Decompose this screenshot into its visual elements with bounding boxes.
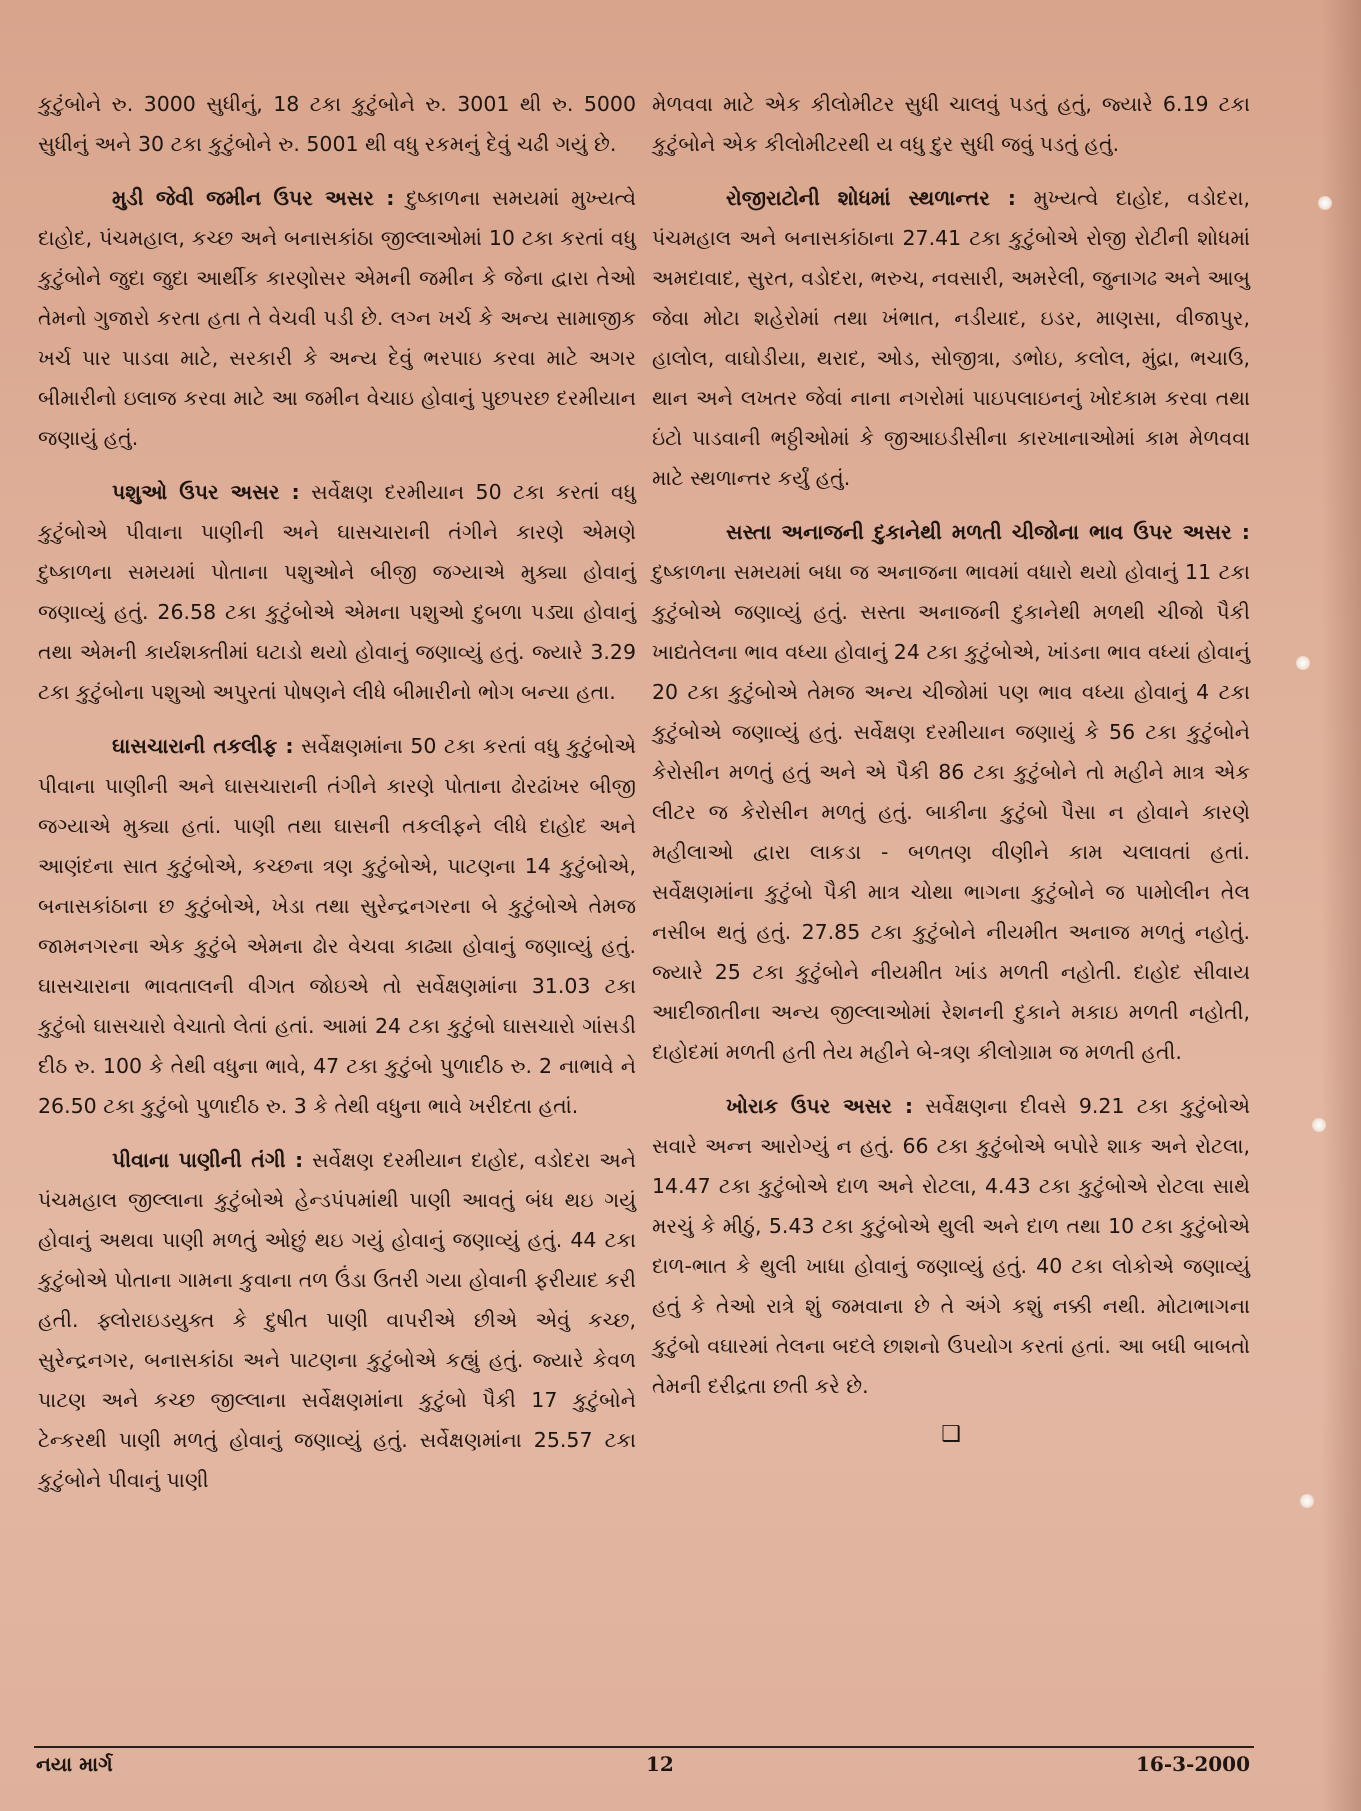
paragraph <box>38 1140 636 1500</box>
paragraph-text: સર્વેક્ષણ દરમીયાન દાહોદ, વડોદરા અને પંચમહાલ જીલ્લાના કુટુંબોએ હેન્ડપંપમાંથી પાણી આવતું બંધ થઇ ગયું હોવાનું અથવા પાણી મળતું ઓછું થઇ ગયું હોવાનું જણાવ્યું હતું. 44 ટકા કુટુંબોએ પોતાના ગામના કુવાના તળ ઉંડા ઉતરી ગયા હોવાની ફરીયાદ કરી હતી. ફ્લોરાઇડયુક્ત કે દુષીત પાણી વાપરીએ છીએ એવું કચ્છ, સુરેન્દ્રનગર, બનાસકાંઠા અને પાટણના કુટુંબોએ કહ્યું હતું. જ્યારે કેવળ પાટણ અને કચ્છ જીલ્લાના સર્વેક્ષણમાંના કુટુંબો પૈકી 17 કુટુંબોને ટેન્કરથી પાણી મળતું હોવાનું જણાવ્યું હતું. સર્વેક્ષણમાંના 25.57 ટકા કુટુંબોને પીવાનું પાણી <box>38 1148 636 1492</box>
paragraph-text: કુટુંબોને રુ. 3000 સુધીનું, 18 ટકા કુટુંબોને રુ. 3001 થી રુ. 5000 સુધીનું અને 30 ટકા કુટુંબોને રુ. 5001 થી વધુ રકમનું દેવું ચઢી ગયું છે. <box>38 92 636 156</box>
section-heading: સસ્તા અનાજની દુકાનેથી મળતી ચીજોના ભાવ ઉપર અસર : <box>726 520 1250 544</box>
paragraph <box>38 84 636 164</box>
paragraph <box>38 472 636 712</box>
paragraph-text: સર્વેક્ષણ દરમીયાન 50 ટકા કરતાં વધુ કુટુંબોએ પીવાના પાણીની અને ઘાસચારાની તંગીને કારણે એમણે દુષ્કાળના સમયમાં પોતાના પશુઓને બીજી જગ્યાએ મુક્યા હોવાનું જણાવ્યું હતું. 26.58 ટકા કુટુંબોએ એમના પશુઓ દુબળા પડ્યા હોવાનું તથા એમની કાર્યશક્તીમાં ઘટાડો થયો હોવાનું જણાવ્યું હતું. જ્યારે 3.29 ટકા કુટુંબોના પશુઓ અપુરતાં પોષણને લીધે બીમારીનો ભોગ બન્યા હતા. <box>38 480 637 704</box>
right-column <box>652 84 1250 1450</box>
section-heading: ખોરાક ઉપર અસર : <box>726 1094 914 1118</box>
left-column <box>38 84 636 1514</box>
paragraph-text: મેળવવા માટે એક કીલોમીટર સુધી ચાલવું પડતું હતું, જ્યારે 6.19 ટકા કુટુંબોને એક કીલોમીટરથી ય વધુ દુર સુધી જવું પડતું હતું. <box>652 92 1250 156</box>
section-heading: મુડી જેવી જમીન ઉપર અસર : <box>112 186 395 210</box>
page-damage-spot <box>1312 1118 1326 1132</box>
footer-divider <box>34 1746 1254 1748</box>
paragraph-text: દુષ્કાળના સમયમાં મુખ્યત્વે દાહોદ, પંચમહાલ, કચ્છ અને બનાસકાંઠા જીલ્લાઓમાં 10 ટકા કરતાં વધુ કુટુંબોને જુદા જુદા આર્થીક કારણોસર એમની જમીન કે જેના દ્વારા તેઓ તેમનો ગુજારો કરતા હતા તે વેચવી પડી છે. લગ્ન ખર્ચ કે અન્ય સામાજીક ખર્ચ પાર પાડવા માટે, સરકારી કે અન્ય દેવું ભરપાઇ કરવા માટે અગર બીમારીનો ઇલાજ કરવા માટે આ જમીન વેચાઇ હોવાનું પુછપરછ દરમીયાન જણાયું હતું. <box>38 186 637 450</box>
paragraph <box>652 178 1250 498</box>
paragraph-text: મુખ્યત્વે દાહોદ, વડોદરા, પંચમહાલ અને બનાસકાંઠાના 27.41 ટકા કુટુંબોએ રોજી રોટીની શોધમાં અમદાવાદ, સુરત, વડોદરા, ભરુચ, નવસારી, અમરેલી, જુનાગઢ અને આબુ જેવા મોટા શહેરોમાં તથા ખંભાત, નડીયાદ, ઇડર, માણસા, વીજાપુર, હાલોલ, વાઘોડીયા, થરાદ, ઓડ, સોજીત્રા, ડભોઇ, કલોલ, મુંદ્રા, ભચાઉ, થાન અને લખતર જેવાં નાના નગરોમાં પાઇપલાઇનનું ખોદકામ કરવા તથા ઇંટો પાડવાની ભઠ્ઠીઓમાં કે જીઆઇડીસીના કારખાનાઓમાં કામ મેળવવા માટે સ્થળાન્તર કર્યું હતું. <box>652 186 1250 490</box>
issue-date: 16-3-2000 <box>1135 1752 1250 1776</box>
section-heading: રોજીરાટોની શોધમાં સ્થળાન્તર : <box>726 186 1017 210</box>
page-damage-spot <box>1296 656 1310 670</box>
end-of-article-mark: ❑ <box>941 1422 961 1447</box>
paragraph <box>652 84 1250 164</box>
section-heading: ઘાસચારાની તકલીફ : <box>112 734 294 758</box>
page-number: 12 <box>646 1752 674 1776</box>
page-damage-spot <box>1318 196 1332 210</box>
paragraph <box>38 178 636 458</box>
page-footer <box>34 1752 1254 1786</box>
paragraph <box>652 1086 1250 1406</box>
paragraph-text: સર્વેક્ષણના દીવસે 9.21 ટકા કુટુંબોએ સવારે અન્ન આરોગ્યું ન હતું. 66 ટકા કુટુંબોએ બપોરે શાક અને રોટલા, 14.47 ટકા કુટુંબોએ દાળ અને રોટલા, 4.43 ટકા કુટુંબોએ રોટલા સાથે મરચું કે મીઠું, 5.43 ટકા કુટુંબોએ થુલી અને દાળ તથા 10 ટકા કુટુંબોએ દાળ-ભાત કે થુલી ખાધા હોવાનું જણાવ્યું હતું. 40 ટકા લોકોએ જણાવ્યું હતું કે તેઓ રાત્રે શું જમવાના છે તે અંગે કશું નક્કી નથી. મોટાભાગના કુટુંબો વઘારમાં તેલના બદલે છાશનો ઉપયોગ કરતાં હતાં. આ બધી બાબતો તેમની દરીદ્રતા છતી કરે છે. <box>652 1094 1250 1398</box>
paragraph <box>652 512 1250 1072</box>
publication-name: નયા માર્ગ <box>36 1752 113 1776</box>
paragraph-text: સર્વેક્ષણમાંના 50 ટકા કરતાં વધુ કુટુંબોએ પીવાના પાણીની અને ઘાસચારાની તંગીને કારણે પોતાના ઢોરઢાંખર બીજી જગ્યાએ મુક્યા હતાં. પાણી તથા ઘાસની તકલીફને લીધે દાહોદ અને આણંદના સાત કુટુંબોએ, કચ્છના ત્રણ કુટુંબોએ, પાટણના 14 કુટુંબોએ, બનાસકાંઠાના છ કુટુંબોએ, ખેડા તથા સુરેન્દ્રનગરના બે કુટુંબોએ તેમજ જામનગરના એક કુટુંબે એમના ઢોર વેચવા કાઢ્યા હોવાનું જણાવ્યું હતું. ઘાસચારાના ભાવતાલની વીગત જોઇએ તો સર્વેક્ષણમાંના 31.03 ટકા કુટુંબો ઘાસચારો વેચાતો લેતાં હતાં. આમાં 24 ટકા કુટુંબો ઘાસચારો ગાંસડી દીઠ રુ. 100 કે તેથી વધુના ભાવે, 47 ટકા કુટુંબો પુળાદીઠ રુ. 2 નાભાવે ને 26.50 ટકા કુટુંબો પુળાદીઠ રુ. 3 કે તેથી વધુના ભાવે ખરીદતા હતાં. <box>38 734 636 1118</box>
page-edge-shadow <box>1321 0 1361 1811</box>
page-damage-spot <box>1300 1494 1314 1508</box>
paragraph <box>38 726 636 1126</box>
section-heading: પશુઓ ઉપર અસર : <box>112 480 300 504</box>
section-heading: પીવાના પાણીની તંગી : <box>112 1148 304 1172</box>
paragraph-text: દુષ્કાળના સમયમાં બધા જ અનાજના ભાવમાં વધારો થયો હોવાનું 11 ટકા કુટુંબોએ જણાવ્યું હતું. સસ્તા અનાજની દુકાનેથી મળથી ચીજો પૈકી ખાદ્યતેલના ભાવ વધ્યા હોવાનું 24 ટકા કુટુંબોએ, ખાંડના ભાવ વધ્યાં હોવાનું 20 ટકા કુટુંબોએ તેમજ અન્ય ચીજોમાં પણ ભાવ વધ્યા હોવાનું 4 ટકા કુટુંબોએ જણાવ્યું હતું. સર્વેક્ષણ દરમીયાન જણાયું કે 56 ટકા કુટુંબોને કેરોસીન મળતું હતું અને એ પૈકી 86 ટકા કુટુંબોને તો મહીને માત્ર એક લીટર જ કેરોસીન મળતું હતું. બાકીના કુટુંબો પૈસા ન હોવાને કારણે મહીલાઓ દ્વારા લાકડા - બળતણ વીણીને કામ ચલાવતાં હતાં. સર્વેક્ષણમાંના કુટુંબો પૈકી માત્ર ચોથા ભાગના કુટુંબોને જ પામોલીન તેલ નસીબ થતું હતું. 27.85 ટકા કુટુંબોને નીયમીત અનાજ મળતું નહોતું. જ્યારે 25 ટકા કુટુંબોને નીયમીત ખાંડ મળતી નહોતી. દાહોદ સીવાય આદીજાતીના અન્ય જીલ્લાઓમાં રેશનની દુકાને મકાઇ મળતી નહોતી, દાહોદમાં મળતી હતી તેય મહીને બે-ત્રણ કીલોગ્રામ જ મળતી હતી. <box>652 560 1250 1064</box>
